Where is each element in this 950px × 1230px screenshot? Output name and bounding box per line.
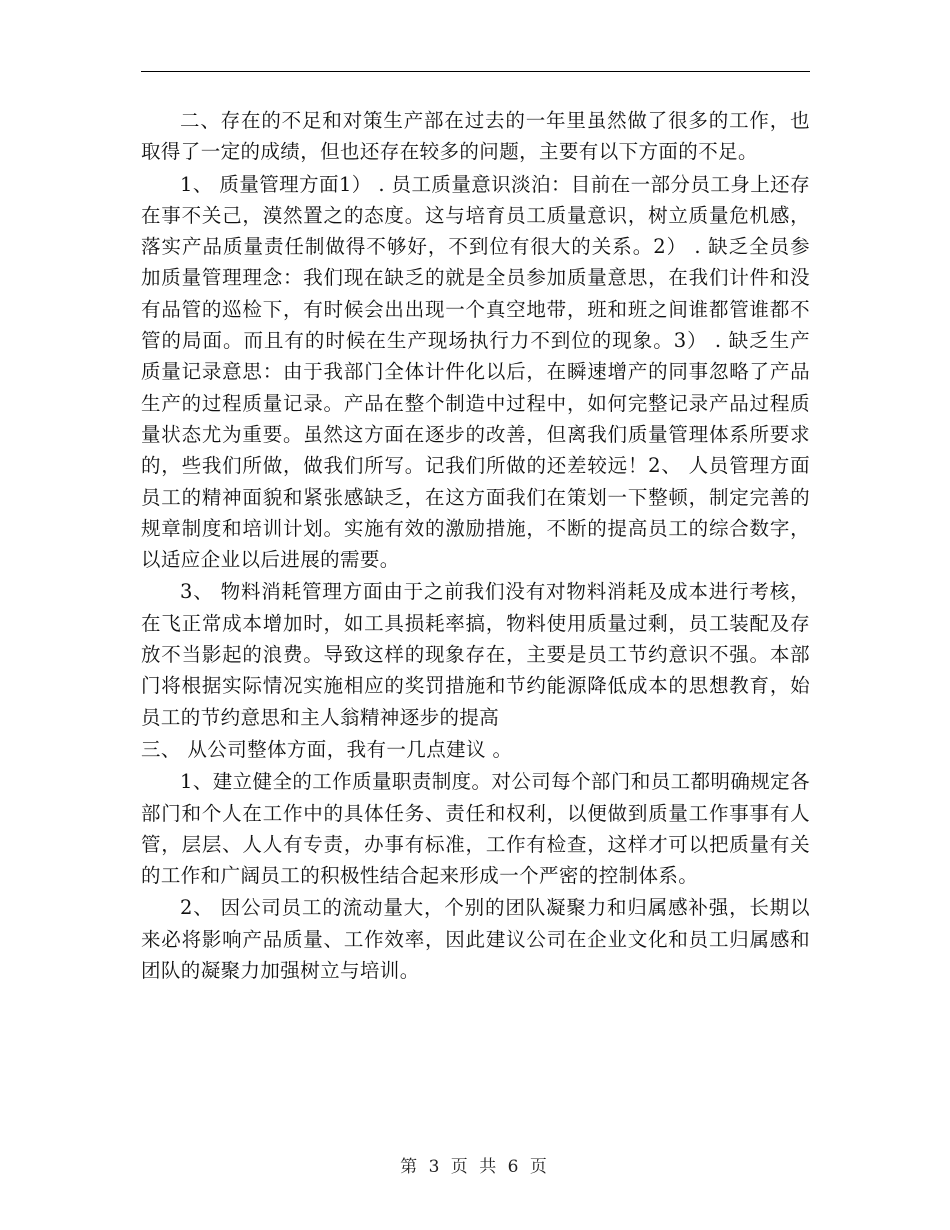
page-number-footer: 第 3 页 共 6 页 — [400, 1157, 550, 1177]
paragraph-suggestion-1: 1、建立健全的工作质量职责制度。对公司每个部门和员工都明确规定各部门和个人在工作中的具体任务、责任和权利，以便做到质量工作事事有人管，层层、人人有专责，办事有标准，工作有检查，这样才可以把质量有关的工作和广阔员工的积极性结合起来形成一个严密的控制体系。 — [141, 770, 810, 888]
header-rule — [141, 71, 810, 72]
section-heading-suggestions: 三、 从公司整体方面，我有一几点建议 。 — [141, 737, 513, 761]
paragraph-shortcomings-intro: 二、存在的不足和对策生产部在过去的一年里虽然做了很多的工作，也取得了一定的成绩，但也还存在较多的问题，主要有以下方面的不足。 — [141, 109, 810, 164]
paragraph-quality-and-staff-management: 1、 质量管理方面1） . 员工质量意识淡泊：目前在一部分员工身上还存在事不关己，漠然置之的态度。这与培育员工质量意识，树立质量危机感，落实产品质量责任制做得不够好，不到位有很大的关系。2） . 缺乏全员参加质量管理理念：我们现在缺乏的就是全员参加质量意思，在我们计件和没有品管的巡检下，有时候会出出现一个真空地带，班和班之间谁都管谁都不管的局面。而且有的时候在生产现场执行力不到位的现象。3） . 缺乏生产质量记录意思：由于我部门全体计件化以后，在瞬速增产的同事忽略了产品生产的过程质量记录。产品在整个制造中过程中，如何完整记录产品过程质量状态尤为重要。虽然这方面在逐步的改善，但离我们质量管理体系所要求的，些我们所做，做我们所写。记我们所做的还差较远！2、 人员管理方面员工的精神面貌和紧张感缺乏，在这方面我们在策划一下整顿，制定完善的规章制度和培训计划。实施有效的激励措施，不断的提高员工的综合数字，以适应企业以后进展的需要。 — [141, 172, 810, 572]
paragraph-material-consumption: 3、 物料消耗管理方面由于之前我们没有对物料消耗及成本进行考核，在飞正常成本增加时，如工具损耗率搞，物料使用质量过剩，员工装配及存放不当影起的浪费。导致这样的现象存在，主要是员工节约意识不强。本部门将根据实际情况实施相应的奖罚措施和节约能源降低成本的思想教育，始员工的节约意思和主人翁精神逐步的提高 — [141, 580, 810, 729]
paragraph-suggestion-2: 2、 因公司员工的流动量大，个别的团队凝聚力和归属感补强，长期以来必将影响产品质量、工作效率，因此建议公司在企业文化和员工归属感和团队的凝聚力加强树立与培训。 — [141, 896, 810, 983]
document-body — [141, 105, 810, 986]
